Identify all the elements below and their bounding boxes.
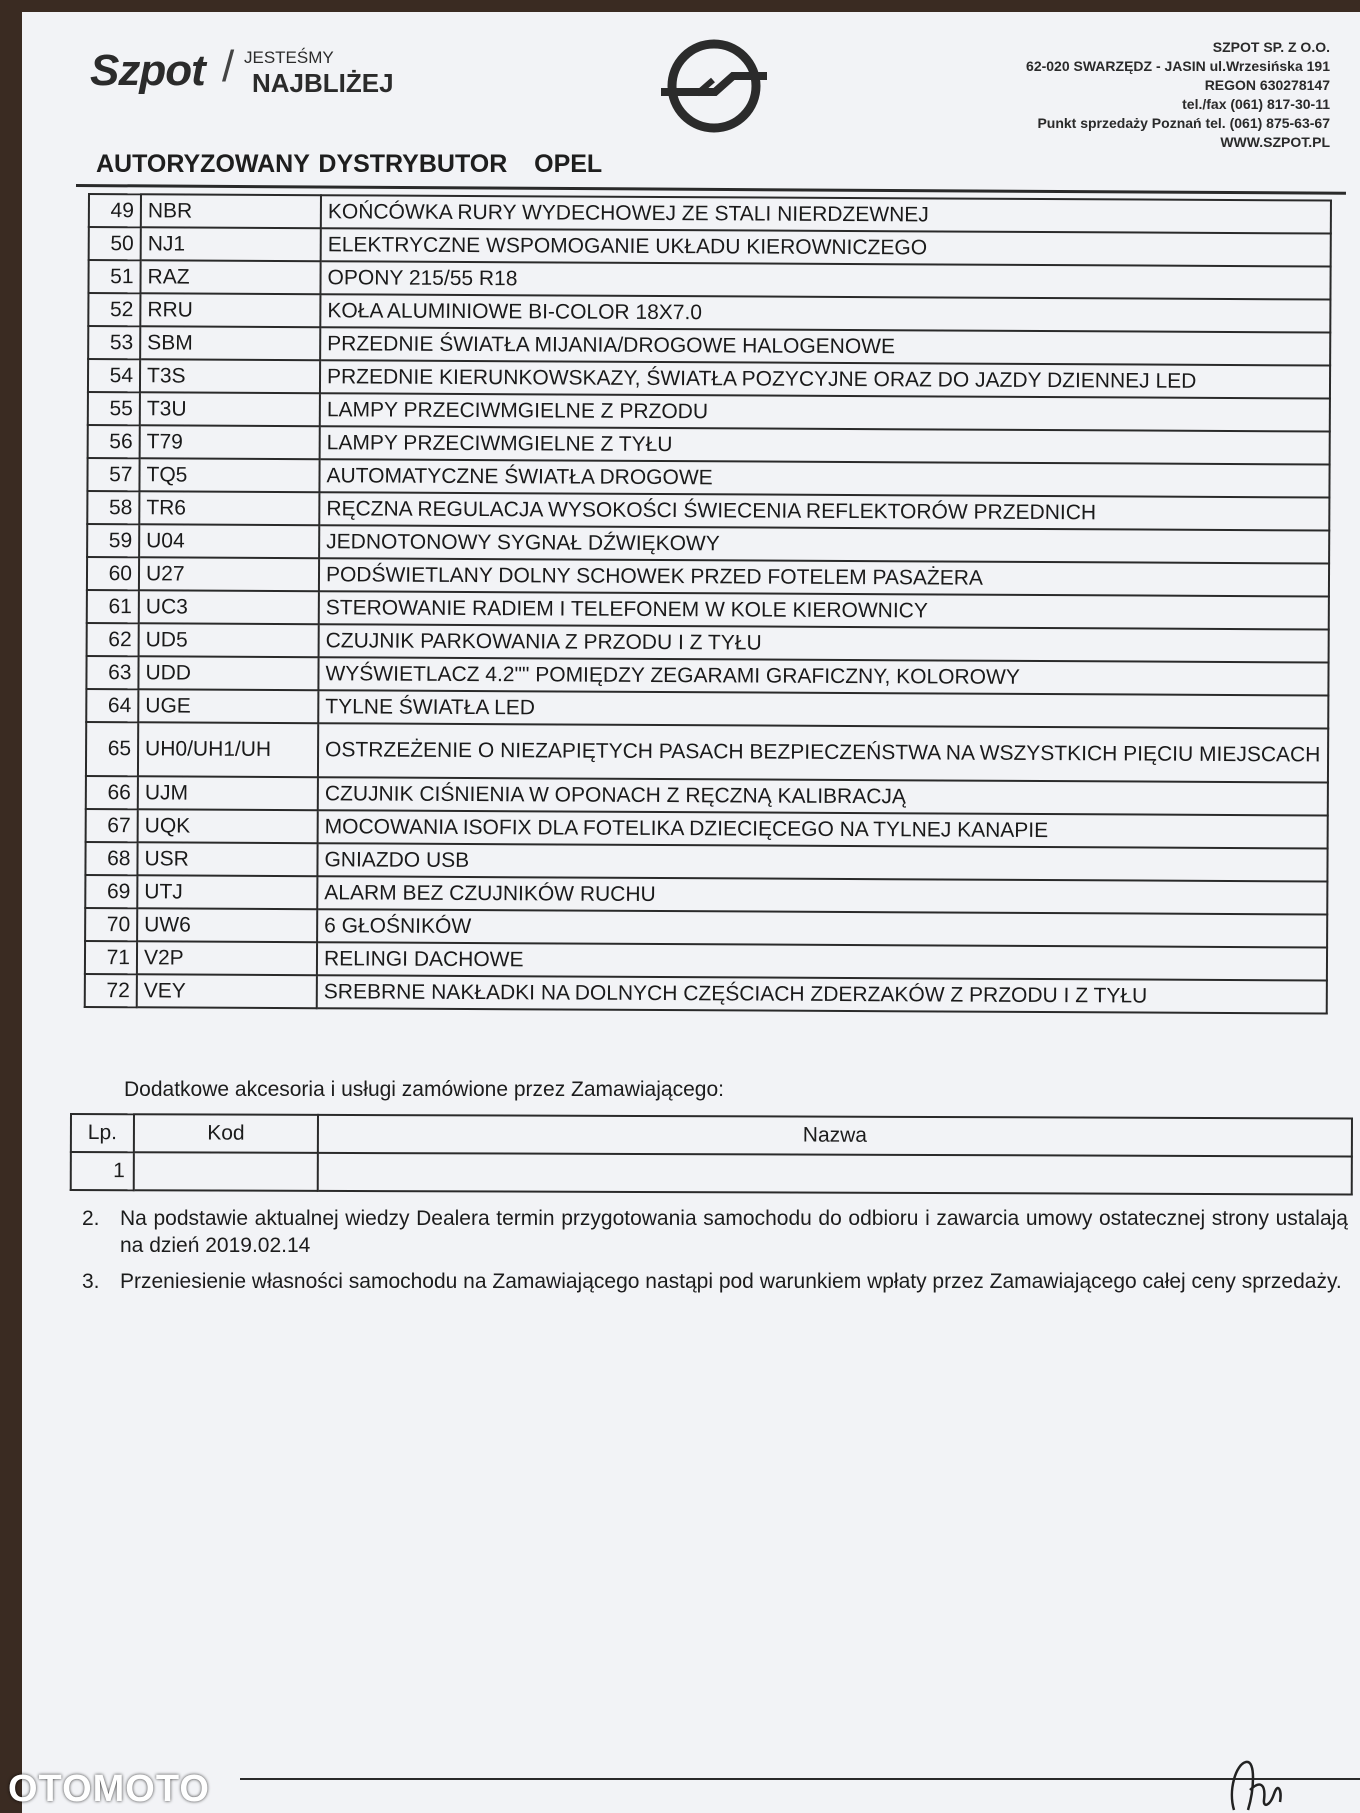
logo-tagline-bottom: NAJBLIŻEJ [252,68,394,98]
option-code: NJ1 [141,227,321,261]
acc-kod [134,1152,318,1191]
option-code: UQK [138,809,318,843]
option-name: PRZEDNIE ŚWIATŁA MIJANIA/DROGOWE HALOGENOWE [320,327,1330,365]
option-number: 64 [86,689,138,722]
option-number: 59 [87,524,139,557]
option-number: 66 [86,776,138,809]
option-code: UGE [138,689,318,723]
option-number: 51 [88,260,140,293]
option-code: RRU [140,293,320,327]
option-code: UDD [138,656,318,690]
option-code: UC3 [139,590,319,624]
option-code: UD5 [139,623,319,657]
header-kod: Kod [134,1114,318,1153]
option-number: 50 [89,227,141,260]
accessories-header-row [71,1114,1352,1156]
option-name: PRZEDNIE KIERUNKOWSKAZY, ŚWIATŁA POZYCYJNE ORAZ DO JAZDY DZIENNEJ LED [320,360,1330,398]
option-number: 56 [88,425,140,458]
option-number: 69 [85,875,137,908]
option-name: CZUJNIK PARKOWANIA Z PRZODU I Z TYŁU [319,624,1329,662]
option-number: 72 [85,974,137,1007]
option-name: RĘCZNA REGULACJA WYSOKOŚCI ŚWIECENIA REFLEKTORÓW PRZEDNICH [319,492,1329,530]
option-name: OPONY 215/55 R18 [320,261,1330,299]
option-code: VEY [137,974,317,1008]
option-code: SBM [140,326,320,360]
option-name: ELEKTRYCZNE WSPOMOGANIE UKŁADU KIEROWNICZEGO [321,228,1331,266]
option-name: TYLNE ŚWIATŁA LED [318,690,1328,728]
option-code: USR [137,842,317,876]
acc-lp: 1 [71,1152,134,1190]
option-number: 65 [86,722,138,776]
signature-line [240,1778,1360,1780]
option-name: SREBRNE NAKŁADKI NA DOLNYCH CZĘŚCIACH ZDERZAKÓW Z PRZODU I Z TYŁU [317,975,1327,1013]
company-line: Punkt sprzedaży Poznań tel. (061) 875-63-67 [1037,115,1330,131]
option-code: UJM [138,776,318,810]
signature-mark [1220,1750,1330,1813]
option-name: KOŁA ALUMINIOWE BI-COLOR 18X7.0 [320,294,1330,332]
company-line: tel./fax (061) 817-30-11 [1182,96,1330,112]
option-name: OSTRZEŻENIE O NIEZAPIĘTYCH PASACH BEZPIECZEŃSTWA NA WSZYSTKICH PIĘCIU MIEJSCACH [318,723,1328,782]
clause-3 [82,1268,1348,1295]
option-number: 54 [88,359,140,392]
option-code: T3S [140,359,320,393]
option-number: 67 [86,809,138,842]
logo-slash: / [222,42,235,91]
option-name: MOCOWANIA ISOFIX DLA FOTELIKA DZIECIĘCEGO NA TYLNEJ KANAPIE [318,810,1328,848]
option-name: PODŚWIETLANY DOLNY SCHOWEK PRZED FOTELEM PASAŻERA [319,558,1329,596]
option-number: 63 [86,656,138,689]
option-code: V2P [137,941,317,975]
clause-number: 2. [82,1207,100,1230]
option-name: RELINGI DACHOWE [317,942,1327,980]
option-name: LAMPY PRZECIWMGIELNE Z TYŁU [320,426,1330,464]
option-code: U04 [139,524,319,558]
option-name: AUTOMATYCZNE ŚWIATŁA DROGOWE [319,459,1329,497]
option-number: 62 [87,623,139,656]
option-number: 71 [85,941,137,974]
option-name: 6 GŁOŚNIKÓW [317,909,1327,947]
dealer-title: AUTORYZOWANY DYSTRYBUTOR OPEL [96,150,603,178]
option-name: JEDNOTONOWY SYGNAŁ DŹWIĘKOWY [319,525,1329,563]
options-table [84,193,1332,1015]
option-row [86,722,1328,783]
option-number: 70 [85,908,137,941]
opel-logo-icon [657,36,771,136]
option-name: KOŃCÓWKA RURY WYDECHOWEJ ZE STALI NIERDZEWNEJ [321,195,1331,233]
option-number: 53 [88,326,140,359]
option-number: 58 [87,491,139,524]
option-name: ALARM BEZ CZUJNIKÓW RUCHU [317,876,1327,914]
option-name: LAMPY PRZECIWMGIELNE Z PRZODU [320,393,1330,431]
company-line: REGON 630278147 [1204,77,1330,93]
option-code: UW6 [137,908,317,942]
clause-number: 3. [82,1270,100,1293]
option-name: STEROWANIE RADIEM I TELEFONEM W KOLE KIEROWNICY [319,591,1329,629]
acc-nazwa [318,1153,1352,1195]
option-name: WYŚWIETLACZ 4.2"" POMIĘDZY ZEGARAMI GRAFICZNY, KOLOROWY [318,657,1328,695]
otomoto-watermark: OTOMOTO [8,1768,210,1810]
option-code: RAZ [140,260,320,294]
option-number: 68 [85,842,137,875]
option-code: U27 [139,557,319,591]
option-row [85,974,1327,1014]
option-number: 57 [87,458,139,491]
option-code: T79 [140,425,320,459]
option-name: CZUJNIK CIŚNIENIA W OPONACH Z RĘCZNĄ KALIBRACJĄ [318,777,1328,815]
accessories-row [71,1152,1352,1194]
accessories-table [70,1113,1353,1195]
clause-2 [82,1205,1348,1259]
option-code: UH0/UH1/UH [138,722,318,777]
clause-text: Na podstawie aktualnej wiedzy Dealera termin przygotowania samochodu do odbioru i zawarcia umowy ostatecznej strony ustalają na dzień 2019.02.14 [120,1207,1348,1257]
option-code: T3U [140,392,320,426]
option-name: GNIAZDO USB [317,843,1327,881]
accessories-title: Dodatkowe akcesoria i usługi zamówione przez Zamawiającego: [124,1078,724,1101]
company-line: 62-020 SWARZĘDZ - JASIN ul.Wrzesińska 191 [1026,58,1330,74]
options-table-body [85,194,1331,1013]
header-lp: Lp. [71,1114,134,1152]
company-line: SZPOT SP. Z O.O. [1212,39,1330,55]
logo-tagline-top: JESTEŚMY [244,48,334,67]
option-number: 55 [88,392,140,425]
company-line: WWW.SZPOT.PL [1220,134,1330,150]
option-number: 49 [89,194,141,227]
clause-text: Przeniesienie własności samochodu na Zamawiającego nastąpi pod warunkiem wpłaty przez Zamawiającego całej ceny sprzedaży. [120,1270,1342,1293]
option-code: UTJ [137,875,317,909]
option-code: NBR [141,194,321,228]
option-number: 52 [88,293,140,326]
logo-szpot-text: Szpot [90,46,205,95]
option-number: 60 [87,557,139,590]
company-info [1026,38,1330,152]
header-nazwa: Nazwa [318,1115,1352,1157]
option-number: 61 [87,590,139,623]
option-code: TR6 [139,491,319,525]
option-code: TQ5 [139,458,319,492]
